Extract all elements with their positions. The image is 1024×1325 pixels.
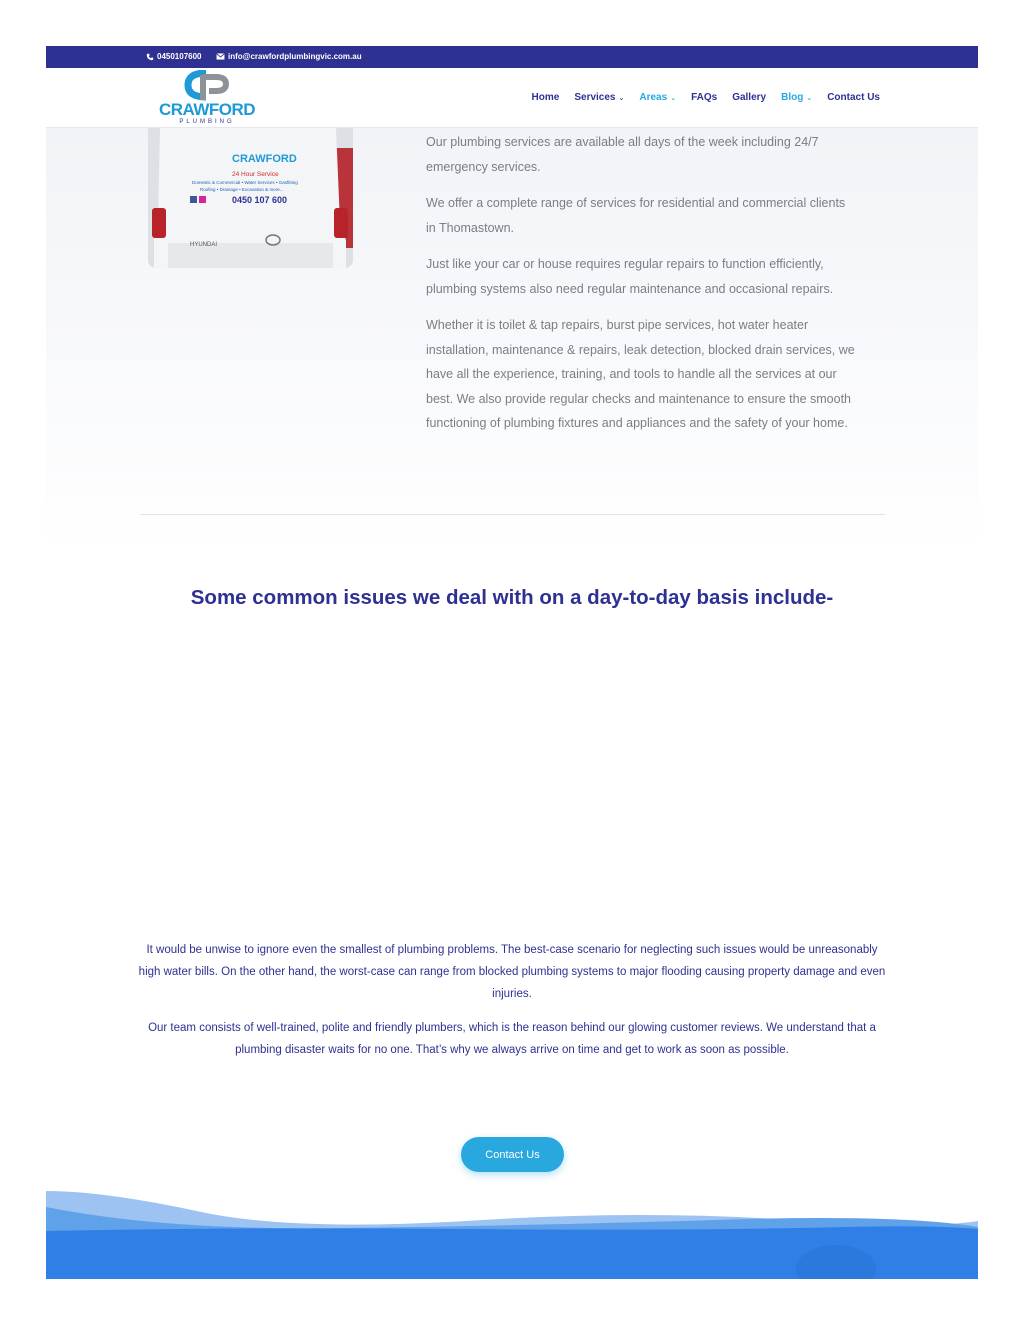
nav-areas[interactable]: Areas ⌄ <box>639 92 677 103</box>
footer-wave-decoration <box>46 1191 978 1279</box>
intro-copy <box>426 130 856 448</box>
chevron-down-icon: ⌄ <box>670 94 677 102</box>
intro-paragraph: Whether it is toilet & tap repairs, burst pipe services, hot water heater installation, maintenance & repairs, leak detection, blocked drain services, we have all the experience, training, and tools to handle all the services at our best. We also provide regular checks and maintenance to ensure the smooth functioning of plumbing fixtures and appliances and the safety of your home. <box>426 318 855 430</box>
phone-icon <box>146 53 154 61</box>
topbar-phone-link[interactable] <box>146 52 202 61</box>
crawford-logo[interactable] <box>154 70 260 126</box>
intro-paragraph: We offer a complete range of services for residential and commercial clients in Thomastown. <box>426 196 846 235</box>
van-photo <box>148 128 353 268</box>
body-paragraph: Our team consists of well-trained, polite and friendly plumbers, which is the reason behind our glowing customer reviews. We understand that a plumbing disaster waits for no one. That’s why we always arrive on time and get to work as soon as possible. <box>148 1022 876 1056</box>
van-illustration <box>148 128 353 268</box>
logo-tagline: PLUMBING <box>179 119 235 125</box>
van-brand-text: CRAWFORD <box>232 153 297 165</box>
nav-contact-us[interactable]: Contact Us <box>827 92 880 103</box>
nav-services[interactable]: Services ⌄ <box>574 92 625 103</box>
site-header <box>46 68 978 128</box>
logo-wordmark: CRAWFORD <box>158 100 256 119</box>
intro-paragraph: Our plumbing services are available all days of the week including 24/7 emergency services. <box>426 135 819 174</box>
nav-home[interactable]: Home <box>531 92 560 103</box>
contact-us-button[interactable]: Contact Us <box>461 1137 564 1172</box>
chevron-down-icon: ⌄ <box>806 94 813 102</box>
intro-paragraph: Just like your car or house requires regular repairs to function efficiently, plumbing systems also need regular maintenance and occasional repairs. <box>426 257 834 296</box>
chevron-down-icon: ⌄ <box>618 94 625 102</box>
topbar-phone-text: 0450107600 <box>157 52 202 61</box>
van-make-text: HYUNDAI <box>190 242 218 248</box>
van-phone-text: 0450 107 600 <box>232 195 288 205</box>
topbar-email-link[interactable] <box>216 52 362 61</box>
nav-blog[interactable]: Blog ⌄ <box>781 92 813 103</box>
van-line1-text: Domestic & Commercial • Water Services • Gasfitting <box>192 180 298 185</box>
van-line2-text: Roofing • Drainage • Excavation & more... <box>200 187 284 192</box>
intro-section <box>46 128 978 558</box>
cp-monogram-icon <box>154 70 260 102</box>
top-bar <box>46 46 978 68</box>
main-nav <box>532 92 880 103</box>
page-frame <box>46 46 978 1279</box>
topbar-email-text: info@crawfordplumbingvic.com.au <box>228 52 362 61</box>
nav-gallery[interactable]: Gallery <box>732 92 767 103</box>
section-divider <box>140 514 885 515</box>
issues-heading: Some common issues we deal with on a day-to-day basis include- <box>190 586 834 609</box>
van-service-text: 24 Hour Service <box>232 171 279 178</box>
envelope-icon <box>216 53 225 60</box>
body-paragraph: It would be unwise to ignore even the smallest of plumbing problems. The best-case scenario for neglecting such issues would be unreasonably high water bills. On the other hand, the worst-case can range from blocked plumbing systems to major flooding causing property damage and even injuries. <box>138 944 886 1000</box>
nav-faqs[interactable]: FAQs <box>691 92 718 103</box>
body-copy <box>138 939 886 1073</box>
